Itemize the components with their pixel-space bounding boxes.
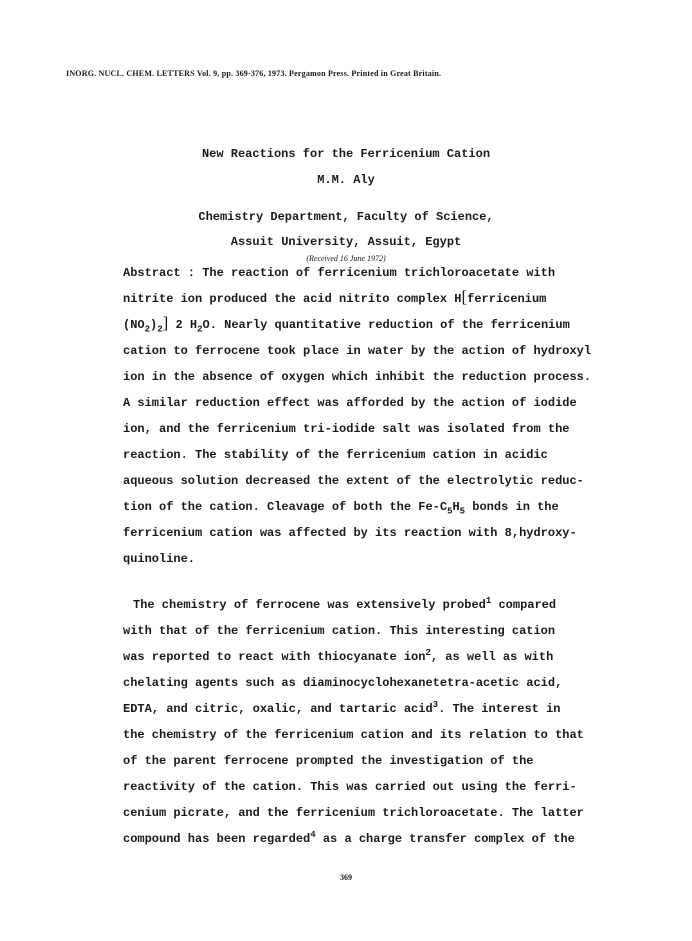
- bracket-glyph: [: [461, 287, 468, 306]
- abstract-line: ion in the absence of oxygen which inhibit the reduction process.: [123, 370, 592, 384]
- body-line: reactivity of the cation. This was carried out using the ferri-: [123, 780, 577, 794]
- abstract-line: cation to ferrocene took place in water by the action of hydroxyl: [123, 344, 592, 358]
- body-line: cenium picrate, and the ferricenium trichloroacetate. The latter: [123, 806, 584, 820]
- author: M.M. Aly: [317, 173, 375, 187]
- body-line: EDTA, and citric, oxalic, and tartaric acid$^3$. The interest in: [123, 700, 561, 716]
- affiliation-line-2: Assuit University, Assuit, Egypt: [230, 235, 462, 249]
- abstract-line: ion, and the ferricenium tri-iodide salt was isolated from the: [123, 422, 570, 436]
- reference-mark: 3: [432, 700, 439, 710]
- abstract-line: reaction. The stability of the ferricenium cation in acidic: [123, 448, 548, 462]
- abstract-line: quinoline.: [123, 552, 196, 566]
- abstract-line: A similar reduction effect was afforded by the action of iodide: [123, 396, 577, 410]
- received-date: (Received 16 June 1972): [306, 254, 386, 263]
- abstract-line: Abstract : The reaction of ferricenium trichloroacetate with: [123, 266, 556, 280]
- abstract-line: ferricenium cation was affected by its reaction with 8,hydroxy-: [123, 526, 577, 540]
- body-line: was reported to react with thiocyanate ion$^2$, as well as with: [123, 648, 554, 664]
- paper-title: New Reactions for the Ferricenium Cation: [201, 147, 491, 161]
- journal-header: INORG. NUCL. CHEM. LETTERS Vol. 9, pp. 369-376, 1973. Pergamon Press. Printed in Great Britain.: [66, 69, 442, 78]
- abstract-line: $(NO_2)_2$] 2 $H_2O$. Nearly quantitative reduction of the ferricenium: [123, 313, 570, 335]
- reference-mark: 4: [310, 830, 316, 840]
- page-number: 369: [340, 873, 352, 882]
- body-line: with that of the ferricenium cation. This interesting cation: [123, 624, 556, 638]
- body-line: compound has been regarded$^4$ as a charge transfer complex of the: [123, 830, 575, 846]
- abstract-line: nitrite ion produced the acid nitrito complex H[ferricenium: [123, 287, 547, 306]
- reference-mark: 2: [425, 648, 431, 658]
- bracket-glyph: ]: [162, 313, 169, 332]
- abstract-line: aqueous solution decreased the extent of the electrolytic reduc-: [123, 474, 584, 488]
- body-line: of the parent ferrocene prompted the investigation of the: [123, 754, 534, 768]
- affiliation-line-1: Chemistry Department, Faculty of Science,: [198, 210, 494, 224]
- reference-mark: 1: [485, 596, 492, 606]
- abstract-line: tion of the cation. Cleavage of both the $Fe-C_5H_5$ bonds in the: [123, 500, 559, 517]
- abstract-label: Abstract :: [123, 266, 203, 280]
- body-line: The chemistry of ferrocene was extensively probed$^1$ compared: [133, 596, 557, 612]
- body-line: chelating agents such as diaminocyclohexanetetra-acetic acid,: [123, 676, 563, 690]
- body-line: the chemistry of the ferricenium cation and its relation to that: [123, 728, 584, 742]
